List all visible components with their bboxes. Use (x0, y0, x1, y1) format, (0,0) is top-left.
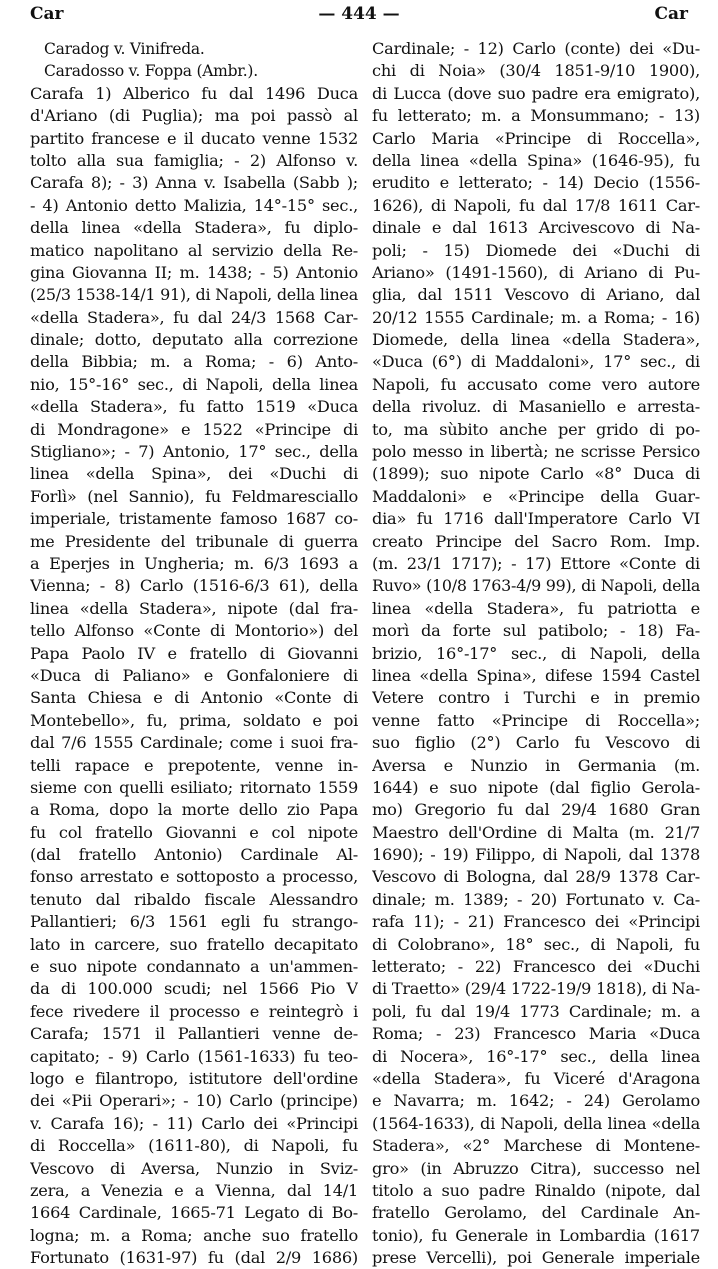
text-line: morì da forte sul patibolo; - 18) Fa- (372, 621, 700, 641)
text-line: polo messo in libertà; ne scrisse Persico (372, 442, 700, 462)
text-line: 1664 Cardinale, 1665-71 Legato di Bo- (30, 1203, 358, 1223)
text-line: Carafa; 1571 il Pallantieri venne de- (30, 1024, 358, 1044)
text-line: erudito e letterato; - 14) Decio (1556- (372, 173, 700, 193)
text-line: me Presidente del tribunale di guerra (30, 531, 358, 551)
text-line: tonio), fu Generale in Lombardia (1617 (372, 1225, 700, 1245)
text-line: della linea «della Stadera», fu diplo- (30, 218, 358, 238)
text-line: a Eperjes in Ungheria; m. 6/3 1693 a (30, 553, 358, 573)
text-line: Maddaloni» e «Principe della Guar- (372, 486, 700, 506)
text-line: Carlo Maria «Principe di Roccella», (372, 128, 700, 148)
text-line: «della Stadera», fu fatto 1519 «Duca (30, 397, 358, 417)
text-line: di Roccella» (1611-80), di Napoli, fu (30, 1136, 358, 1156)
text-line: (dal fratello Antonio) Cardinale Al- (30, 845, 358, 865)
text-line: (1899); suo nipote Carlo «8° Duca di (372, 464, 700, 484)
text-line: Stadera», «2° Marchese di Montene- (372, 1136, 700, 1156)
text-line: Maestro dell'Ordine di Malta (m. 21/7 (372, 822, 700, 842)
text-line: tenuto dal ribaldo fiscale Alessandro (30, 889, 358, 909)
text-line: suo figlio (2°) Carlo fu Vescovo di (372, 733, 700, 753)
text-line: 20/12 1555 Cardinale; m. a Roma; - 16) (372, 307, 700, 327)
text-line: venne fatto «Principe di Roccella»; (372, 710, 700, 730)
text-line: sieme con quelli esiliato; ritornato 1559 (30, 777, 358, 797)
header-left-keyword: Car (30, 4, 64, 24)
text-line: brizio, 16°-17° sec., di Napoli, della (372, 643, 700, 663)
text-line: Fortunato (1631-97) fu (dal 2/9 1686) (30, 1248, 358, 1268)
text-line: «della Stadera», fu dal 24/3 1568 Car- (30, 307, 358, 327)
header-rule (30, 28, 688, 29)
text-line: fu letterato; m. a Monsummano; - 13) (372, 106, 700, 126)
text-line: e Navarra; m. 1642; - 24) Gerolamo (372, 1091, 700, 1111)
text-line: gro» (in Abruzzo Citra), successo nel (372, 1158, 700, 1178)
text-line: «Duca (6°) di Maddaloni», 17° sec., di (372, 352, 700, 372)
text-line: logo e filantropo, istitutore dell'ordine (30, 1068, 358, 1088)
text-line: fece rivedere il processo e reintegrò i (30, 1001, 358, 1021)
text-line: Caradosso v. Foppa (Ambr.). (44, 62, 258, 81)
text-line: Napoli, fu accusato come vero autore (372, 374, 700, 394)
text-line: dia» fu 1716 dall'Imperatore Carlo VI (372, 509, 700, 529)
text-line: Stigliano»; - 7) Antonio, 17° sec., della (30, 442, 358, 462)
text-line: dal 7/6 1555 Cardinale; come i suoi fra- (30, 733, 358, 753)
left-column (30, 38, 358, 1269)
text-line: Pallantieri; 6/3 1561 egli fu strango- (30, 912, 358, 932)
text-line: Santa Chiesa e di Antonio «Conte di (30, 688, 358, 708)
text-line: dinale; m. 1389; - 20) Fortunato v. Ca- (372, 889, 700, 909)
text-line: Vetere contro i Turchi e in premio (372, 688, 700, 708)
text-line: mo) Gregorio fu dal 29/4 1680 Gran (372, 800, 700, 820)
text-line: della linea «della Spina» (1646-95), fu (372, 150, 700, 170)
text-line: Caradog v. Vinifreda. (44, 40, 205, 58)
text-line: logna; m. a Roma; anche suo fratello (30, 1225, 358, 1245)
text-line: di Nocera», 16°-17° sec., della linea (372, 1046, 700, 1066)
text-line: linea «della Spina», difese 1594 Castel (372, 665, 700, 685)
text-line: Vescovo di Bologna, dal 28/9 1378 Car- (372, 867, 700, 887)
text-line: capitato; - 9) Carlo (1561-1633) fu teo- (30, 1046, 358, 1066)
text-line: e suo nipote condannato a un'ammen- (30, 957, 358, 977)
text-line: chi di Noia» (30/4 1851-9/10 1900), (372, 61, 700, 81)
text-line: Vienna; - 8) Carlo (1516-6/3 61), della (30, 576, 358, 596)
text-line: lato in carcere, suo fratello decapitato (30, 934, 358, 954)
text-line: nio, 15°-16° sec., di Napoli, della linea (30, 374, 358, 394)
text-line: di Mondragone» e 1522 «Principe di (30, 419, 358, 439)
text-line: Cardinale; - 12) Carlo (conte) dei «Du- (372, 39, 700, 58)
header-right-keyword: Car (654, 4, 688, 24)
text-line: Ruvo» (10/8 1763-4/9 99), di Napoli, della (372, 576, 700, 596)
text-line: dinale; dotto, deputato alla correzione (30, 330, 358, 350)
text-line: gina Giovanna II; m. 1438; - 5) Antonio (30, 262, 358, 282)
text-line: matico napolitano al servizio della Re- (30, 240, 358, 260)
text-line: linea «della Spina», dei «Duchi di (30, 464, 358, 484)
text-line: (25/3 1538-14/1 91), di Napoli, della linea (30, 285, 358, 305)
text-line: di Lucca (dove suo padre era emigrato), (372, 83, 700, 103)
text-line: (m. 23/1 1717); - 17) Ettore «Conte di (372, 553, 700, 573)
text-line: poli, fu dal 19/4 1773 Cardinale; m. a (372, 1001, 700, 1021)
text-line: Montebello», fu, prima, soldato e poi (30, 710, 358, 730)
text-line: di Colobrano», 18° sec., di Napoli, fu (372, 934, 700, 954)
text-line: fratello Gerolamo, del Cardinale An- (372, 1203, 700, 1223)
text-line: Roma; - 23) Francesco Maria «Duca (372, 1024, 700, 1044)
text-line: Papa Paolo IV e fratello di Giovanni (30, 643, 358, 663)
text-line: Vescovo di Aversa, Nunzio in Sviz- (30, 1158, 358, 1178)
text-line: poli; - 15) Diomede dei «Duchi di (372, 240, 700, 260)
text-line: rafa 11); - 21) Francesco dei «Principi (372, 912, 700, 932)
text-line: creato Principe del Sacro Rom. Imp. (372, 531, 700, 551)
text-line: Diomede, della linea «della Stadera», (372, 330, 700, 350)
text-line: linea «della Stadera», fu patriotta e (372, 598, 700, 618)
text-line: «Duca di Paliano» e Gonfaloniere di (30, 665, 358, 685)
text-line: fu col fratello Giovanni e col nipote (30, 822, 358, 842)
text-line: partito francese e il ducato venne 1532 (30, 128, 358, 148)
text-line: 1626), di Napoli, fu dal 17/8 1611 Car- (372, 195, 700, 215)
text-line: «della Stadera», fu Viceré d'Aragona (372, 1068, 700, 1088)
text-line: della Bibbia; m. a Roma; - 6) Anto- (30, 352, 358, 372)
text-line: Ariano» (1491-1560), di Ariano di Pu- (372, 262, 700, 282)
text-line: letterato; - 22) Francesco dei «Duchi (372, 957, 700, 977)
text-line: Carafa 8); - 3) Anna v. Isabella (Sabb ); (30, 173, 358, 193)
text-line: zera, a Venezia e a Vienna, dal 14/1 (30, 1180, 358, 1200)
text-line: (1564-1633), di Napoli, della linea «della (372, 1113, 700, 1133)
text-line: a Roma, dopo la morte dello zio Papa (30, 800, 358, 820)
text-line: telli rapace e prepotente, venne in- (30, 755, 358, 775)
text-line: 1644) e suo nipote (dal figlio Gerola- (372, 777, 700, 797)
right-column (372, 38, 700, 1269)
text-line: linea «della Stadera», nipote (dal fra- (30, 598, 358, 618)
text-line: titolo a suo padre Rinaldo (nipote, dal (372, 1180, 700, 1200)
text-line: tello Alfonso «Conte di Montorio») del (30, 621, 358, 641)
page-number: — 444 — (318, 4, 400, 24)
text-line: fonso arrestato e sottoposto a processo, (30, 867, 358, 887)
text-line: dei «Pii Operari»; - 10) Carlo (principe) (30, 1091, 358, 1111)
text-line: d'Ariano (di Puglia); ma poi passò al (30, 106, 358, 126)
text-line: 1690); - 19) Filippo, di Napoli, dal 1378 (372, 845, 700, 865)
text-line: dinale e dal 1613 Arcivescovo di Na- (372, 218, 700, 238)
text-line: v. Carafa 16); - 11) Carlo dei «Principi (30, 1113, 358, 1133)
text-line: - 4) Antonio detto Malizia, 14°-15° sec., (30, 195, 358, 215)
text-line: della rivoluz. di Masaniello e arresta- (372, 397, 700, 417)
page-header (30, 4, 688, 28)
text-line: to, ma sùbito anche per grido di po- (372, 419, 700, 439)
text-line: glia, dal 1511 Vescovo di Ariano, dal (372, 285, 700, 305)
text-line: tolto alla sua famiglia; - 2) Alfonso v. (30, 150, 358, 170)
text-line: Forlì» (nel Sannio), fu Feldmaresciallo (30, 486, 358, 506)
text-line: prese Vercelli), poi Generale imperiale (372, 1248, 700, 1268)
text-line: imperiale, tristamente famoso 1687 co- (30, 509, 358, 529)
text-line: da di 100.000 scudi; nel 1566 Pio V (30, 979, 358, 999)
text-line: Carafa 1) Alberico fu dal 1496 Duca (30, 83, 358, 103)
text-line: Aversa e Nunzio in Germania (m. (372, 755, 700, 775)
text-line: di Traetto» (29/4 1722-19/9 1818), di Na- (372, 979, 700, 999)
